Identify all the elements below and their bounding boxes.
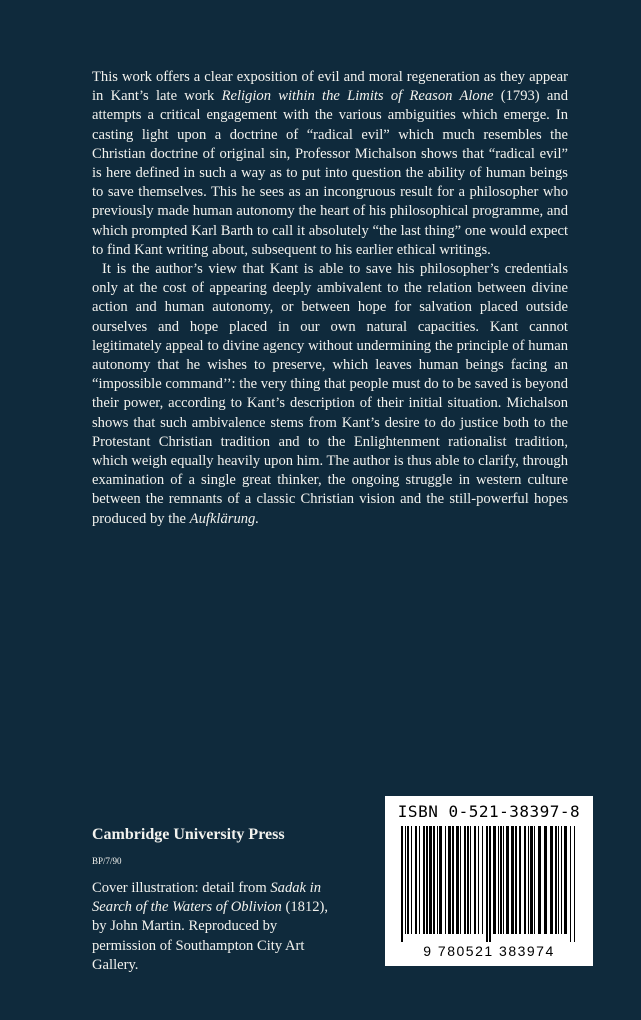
barcode-bar [511,826,514,934]
barcode-bar [519,826,521,934]
barcode-bar [464,826,466,934]
barcode-bar [474,826,476,934]
barcode-bar [415,826,417,934]
barcode-bar [570,826,571,942]
barcode-bar [558,826,559,934]
barcode-bar [426,826,428,934]
barcode-bar [489,826,491,942]
barcode-bar [482,826,483,934]
barcode-bar [411,826,412,934]
print-code: BP/7/90 [92,856,122,866]
blurb-paragraph-1 [92,68,568,260]
blurb-text: This work offers a clear exposition of evil and moral regeneration as they appear in Kant’s late work [92,69,568,105]
barcode-bar [405,826,406,934]
barcode-bar [524,826,526,934]
barcode-bar [555,826,557,934]
barcode-bar [574,826,575,942]
barcode-bar [506,826,509,934]
isbn-label: ISBN 0-521-38397-8 [397,802,581,821]
barcode-panel [385,796,593,966]
blurb-text: It is the author’s view that Kant is able to save his philosopher’s credentials only at the cost of appearing deeply ambivalent to the relation between divine action and human autonomy, or between hope for salvation placed outside ourselves and hope placed in our own natural capacities. Kant cannot legitimately appeal to divine agency without undermining the principle of human autonomy that he wishes to preserve, which leaves human beings facing an “impossible command’’: the very thing that people must do to be saved is beyond their power, according to Kant’s description of their initial situation. Michalson shows that such ambivalence stems from Kant’s desire to do justice both to the Protestant Christian tradition and to the Enlightenment rationalist tradition, which weigh equally heavily upon him. The author is thus able to clarify, through examination of a single great thinker, the ongoing struggle in western culture between the remnants of a classic Christian vision and the still-powerful hopes produced by the [92,261,568,527]
book-title-italic: Religion within the Limits of Reason Alone [221,88,494,105]
barcode-bar [503,826,504,934]
barcode-bar [538,826,541,934]
barcode-bar [515,826,517,934]
barcode-bar [498,826,499,934]
barcode-bar [467,826,469,934]
barcode-bar [433,826,435,934]
barcode-bar [564,826,567,934]
barcode-bar [500,826,502,934]
barcode-bar [419,826,420,934]
credit-text: (1812), by John Martin. Reproduced by permission of Southampton City Art Gallery. [92,899,329,973]
barcode-bar [439,826,442,934]
cover-illustration-credit [92,879,332,975]
barcode-bar [407,826,409,934]
barcode-bar [437,826,438,934]
back-cover-blurb [92,68,568,529]
blurb-text: (1793) and attempts a critical engagement with the various ambiguities which emerge. In casting light upon a doctrine of “radical evil” which much resembles the Christian doctrine of original sin, Professor Michalson shows that “radical evil” is here defined in such a way as to put into question the ability of human beings to save themselves. This he sees as an incongruous result for a philosopher who previously made human autonomy the heart of his philosophical programme, and which prompted Karl Barth to call it absolutely “the last thing” one would expect to find Kant writing about, subsequent to his earlier ethical writings. [92,88,569,258]
ean-number: 9 780521 383974 [423,943,555,959]
barcode-bar [470,826,471,934]
barcode-bar [528,826,529,934]
artwork-title-italic: Sadak in Search of the Waters of Oblivion [92,880,322,916]
barcode-bar [460,826,461,934]
barcode-bar [544,826,547,934]
barcode-bar [550,826,553,934]
barcode-bar [401,826,403,942]
barcode-bar [478,826,479,934]
aufklarung-italic: Aufklärung. [189,510,259,527]
blurb-paragraph-2 [92,260,568,529]
barcode-bar [530,826,533,934]
credit-text: Cover illustration: detail from [92,880,271,896]
barcode-bar [493,826,496,934]
barcode-bar [534,826,535,934]
barcode-bar [486,826,488,942]
publisher-name: Cambridge University Press [92,826,285,843]
barcode-bar [429,826,432,934]
barcode-icon [395,826,583,942]
barcode-bar [452,826,454,934]
barcode-bar [445,826,446,934]
barcode-bar [448,826,451,934]
barcode-bar [561,826,562,934]
barcode-bar [423,826,425,934]
barcode-bar [456,826,459,934]
